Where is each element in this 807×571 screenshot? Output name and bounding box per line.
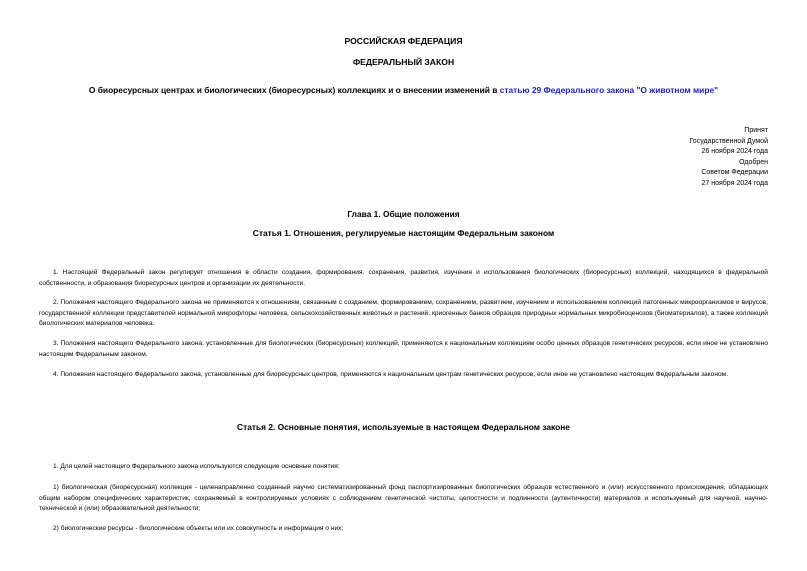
article-1-title: Статья 1. Отношения, регулируемые настоящим Федеральным законом [252, 228, 555, 238]
article-1-paragraph-2: 2. Положения настоящего Федерального закона не применяются к отношениям, связанным с созданием, формированием, сохранением, развитием, изучением и использованием коллекций патогенных микроорганизмов и вирусов, государственной коллекции представителей нормальной микрофлоры человека, сельскохозяйственных животных и растений, криогенных банков образцов природных нормальных микробиоценозов (биоматериалов), а также коллекций биологических материалов человека. [39, 299, 768, 327]
adoption-line: 27 ноября 2024 года [701, 179, 768, 187]
article-2-paragraph-3: 2) биологические ресурсы - биологические объекты или их совокупность и информация о них; [53, 525, 344, 532]
law-amendment-link[interactable]: статью 29 Федерального закона "О животном мире" [499, 85, 719, 95]
article-1-paragraph-1: 1. Настоящий Федеральный закон регулирует отношения в области создания, формирования, сохранения, развития, изучения и использования биологических (биоресурсных) коллекций, находящихся в федеральной собственности, и образования биоресурсных центров и организации их деятельности. [39, 269, 768, 287]
adoption-line: Государственной Думой [689, 137, 768, 145]
article-1-paragraph-3: 3. Положения настоящего Федерального закона, установленные для биологических (биоресурсных) коллекций, применяются к национальным коллекциям особо ценных образцов генетических ресурсов, если иное не установлено настоящим Федеральным законом. [39, 340, 768, 358]
article-2-title: Статья 2. Основные понятия, используемые в настоящем Федеральном законе [237, 422, 570, 432]
law-title-text: О биоресурсных центрах и биологических (биоресурсных) коллекциях и о внесении изменений в [88, 85, 500, 95]
article-2-paragraph-2: 1) биологическая (биоресурсная) коллекция - целенаправленно созданный научно систематизированный фонд паспортизированных биологических образцов естественного и (или) искусственного происхождения, обладающих общим набором специфических характеристик, сохраняемый в контролируемых условиях с соблюдением генетической чистоты, целостности и подлинности (аутентичности) материалов и используемый для научной, научно-технической и (или) образовательной деятельности; [39, 484, 768, 512]
adoption-block [689, 126, 768, 190]
country-heading: РОССИЙСКАЯ ФЕДЕРАЦИЯ [344, 36, 463, 46]
law-title [0, 85, 807, 95]
law-type-heading: ФЕДЕРАЛЬНЫЙ ЗАКОН [352, 57, 455, 67]
article-2-paragraph-1: 1. Для целей настоящего Федерального закона используются следующие основные понятия: [53, 463, 340, 470]
chapter-1-title: Глава 1. Общие положения [347, 209, 460, 219]
adoption-line: Принят [744, 127, 768, 134]
adoption-line: Советом Федерации [701, 169, 768, 177]
adoption-line: Одобрен [739, 158, 768, 166]
adoption-line: 26 ноября 2024 года [701, 148, 768, 156]
article-1-paragraph-4: 4. Положения настоящего Федерального закона, установленные для биоресурсных центров, применяются к национальным центрам генетических ресурсов, если иное не установлено настоящим Федеральным законом. [53, 371, 729, 378]
